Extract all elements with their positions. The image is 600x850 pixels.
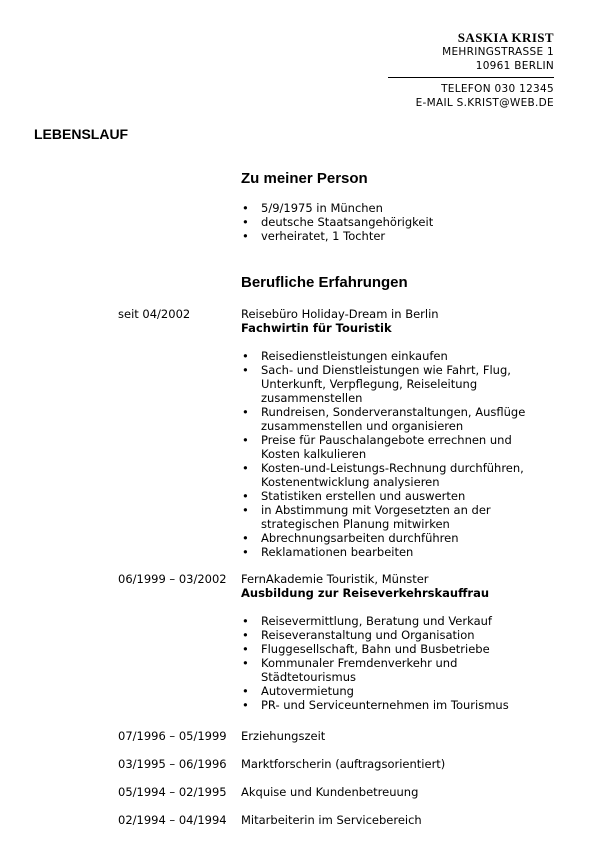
job-date: 07/1996 – 05/1999 [118, 729, 227, 743]
job-date: 06/1999 – 03/2002 [118, 572, 227, 586]
job-org: Erziehungszeit [241, 729, 326, 743]
phone: TELEFON 030 12345 [441, 83, 554, 95]
list-item: • Fluggesellschaft, Bahn und Busbetriebe [241, 642, 541, 656]
list-item: • Kommunaler Fremdenverkehr und Städtetourismus [241, 656, 541, 684]
list-item: • Rundreisen, Sonderveranstaltungen, Ausflüge zusammenstellen und organisieren [241, 405, 541, 433]
job-date: 05/1994 – 02/1995 [118, 785, 227, 799]
list-item: • verheiratet, 1 Tochter [241, 229, 541, 243]
job-entry [241, 307, 439, 335]
list-item: • Reisedienstleistungen einkaufen [241, 349, 541, 363]
contact-block [416, 83, 554, 110]
job-org: FernAkademie Touristik, Münster [241, 572, 429, 586]
address-block [442, 30, 554, 73]
job-role: Ausbildung zur Reiseverkehrskauffrau [241, 586, 490, 600]
job-duties-list [241, 349, 541, 559]
person-list [241, 201, 541, 243]
list-item: • Reklamationen bearbeiten [241, 545, 541, 559]
list-item: • Reiseveranstaltung und Organisation [241, 628, 541, 642]
list-item: • in Abstimmung mit Vorgesetzten an der strategischen Planung mitwirken [241, 503, 541, 531]
city: 10961 BERLIN [475, 60, 554, 72]
job-duties-list [241, 614, 541, 712]
applicant-name: SASKIA KRIST [457, 30, 554, 45]
list-item: • deutsche Staatsangehörigkeit [241, 215, 541, 229]
list-item: • Preise für Pauschalangebote errechnen und Kosten kalkulieren [241, 433, 541, 461]
list-item: • Autovermietung [241, 684, 541, 698]
job-entry [241, 572, 489, 600]
header-divider [388, 77, 554, 78]
job-org: Mitarbeiterin im Servicebereich [241, 813, 422, 827]
list-item: • PR- und Serviceunternehmen im Tourismus [241, 698, 541, 712]
list-item: • Sach- und Dienstleistungen wie Fahrt, Flug, Unterkunft, Verpflegung, Reiseleitung zusammenstellen [241, 363, 541, 405]
job-org: Marktforscherin (auftragsorientiert) [241, 757, 446, 771]
section-title-person: Zu meiner Person [241, 170, 368, 187]
list-item: • Abrechnungsarbeiten durchführen [241, 531, 541, 545]
job-org: Reisebüro Holiday-Dream in Berlin [241, 307, 439, 321]
job-date: 03/1995 – 06/1996 [118, 757, 227, 771]
list-item: • Reisevermittlung, Beratung und Verkauf [241, 614, 541, 628]
list-item: • Kosten-und-Leistungs-Rechnung durchführen, Kostenentwicklung analysieren [241, 461, 541, 489]
list-item: • 5/9/1975 in München [241, 201, 541, 215]
job-date: seit 04/2002 [118, 307, 191, 321]
job-org: Akquise und Kundenbetreuung [241, 785, 419, 799]
email: E-MAIL S.KRIST@WEB.DE [415, 96, 554, 109]
job-role: Fachwirtin für Touristik [241, 321, 392, 335]
document-title: LEBENSLAUF [34, 126, 129, 142]
list-item: • Statistiken erstellen und auswerten [241, 489, 541, 503]
job-date: 02/1994 – 04/1994 [118, 813, 227, 827]
street: MEHRINGSTRASSE 1 [442, 46, 554, 58]
section-title-experience: Berufliche Erfahrungen [241, 274, 408, 291]
